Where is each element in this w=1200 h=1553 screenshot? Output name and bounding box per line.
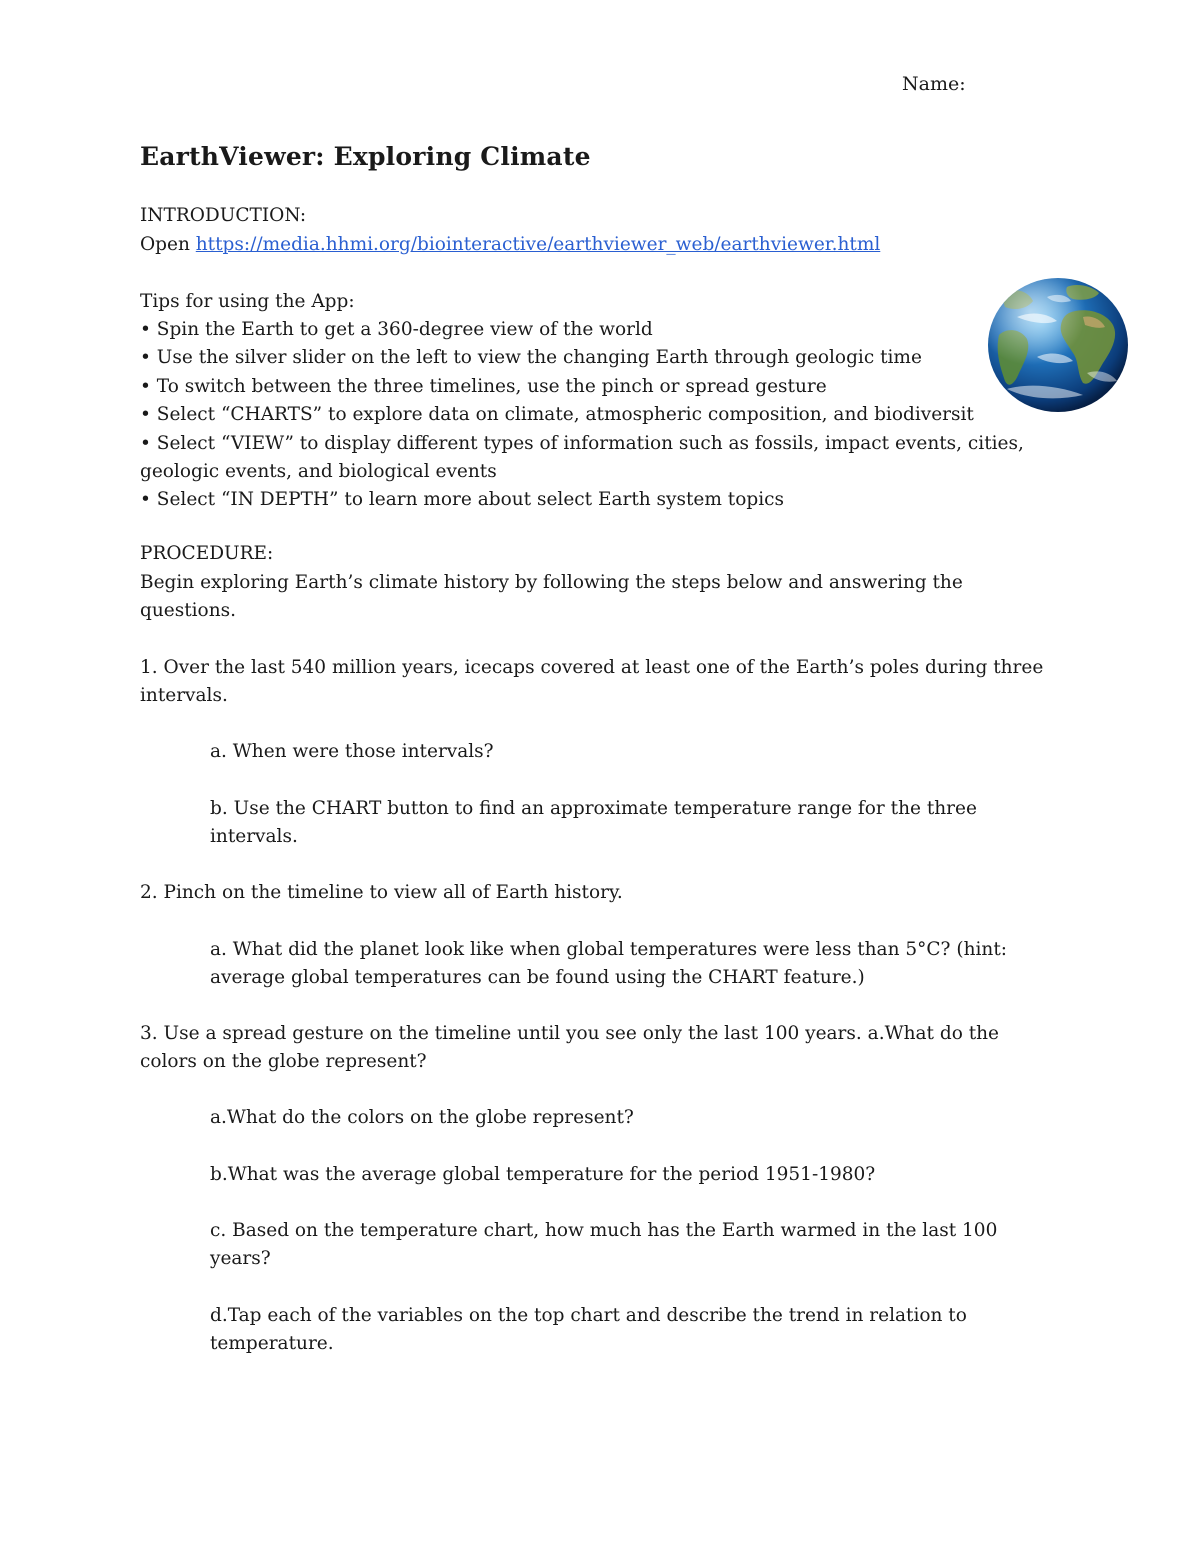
question-3-line2: colors on the globe represent? [140,1051,427,1072]
question-3a: a.What do the colors on the globe represent? [210,1107,634,1128]
procedure-intro-line1: Begin exploring Earth’s climate history by following the steps below and answering the [140,572,963,593]
question-3d-line2: temperature. [210,1333,334,1354]
procedure-heading: PROCEDURE: [140,543,274,564]
introduction-open-line [140,231,1060,259]
question-3c-line1: c. Based on the temperature chart, how much has the Earth warmed in the last 100 [210,1220,998,1241]
question-1-line1: 1. Over the last 540 million years, icecaps covered at least one of the Earth’s poles during three [140,657,1044,678]
open-prefix: Open [140,234,196,255]
question-1a: a. When were those intervals? [210,741,494,762]
tip-spin: • Spin the Earth to get a 360-degree view of the world [140,319,653,340]
question-3d-line1: d.Tap each of the variables on the top chart and describe the trend in relation to [210,1305,967,1326]
page-title: EarthViewer: Exploring Climate [140,142,591,171]
question-1b-line1: b. Use the CHART button to find an approximate temperature range for the three [210,798,977,819]
question-3b: b.What was the average global temperature for the period 1951-1980? [210,1164,876,1185]
earthviewer-link[interactable]: https://media.hhmi.org/biointeractive/earthviewer_web/earthviewer.html [195,234,881,255]
tip-timelines: • To switch between the three timelines, use the pinch or spread gesture [140,375,827,397]
question-3c-line2: years? [210,1248,271,1269]
tip-charts: • Select “CHARTS” to explore data on climate, atmospheric composition, and biodiversit [140,404,974,426]
earth-globe-icon [987,277,1129,413]
procedure-intro-line2: questions. [140,600,236,621]
question-2: 2. Pinch on the timeline to view all of Earth history. [140,882,623,903]
question-2a-line1: a. What did the planet look like when global temperatures were less than 5°C? (hint: [210,939,1007,960]
question-2a-line2: average global temperatures can be found using the CHART feature.) [210,967,865,988]
question-1-line2: intervals. [140,685,228,706]
name-label: Name: [902,73,966,95]
question-3-line1: 3. Use a spread gesture on the timeline until you see only the last 100 years. a.What do the [140,1023,1000,1044]
tip-in-depth: • Select “IN DEPTH” to learn more about select Earth system topics [140,489,784,511]
introduction-heading: INTRODUCTION: [140,205,307,226]
tips-list [140,316,1060,515]
tips-heading: Tips for using the App: [140,291,355,312]
tip-view: • Select “VIEW” to display different types of information such as fossils, impact events, cities, [140,432,1024,454]
question-1b-line2: intervals. [210,826,298,847]
tip-slider: • Use the silver slider on the left to view the changing Earth through geologic time [140,347,922,369]
tip-view-continued: geologic events, and biological events [140,461,497,483]
